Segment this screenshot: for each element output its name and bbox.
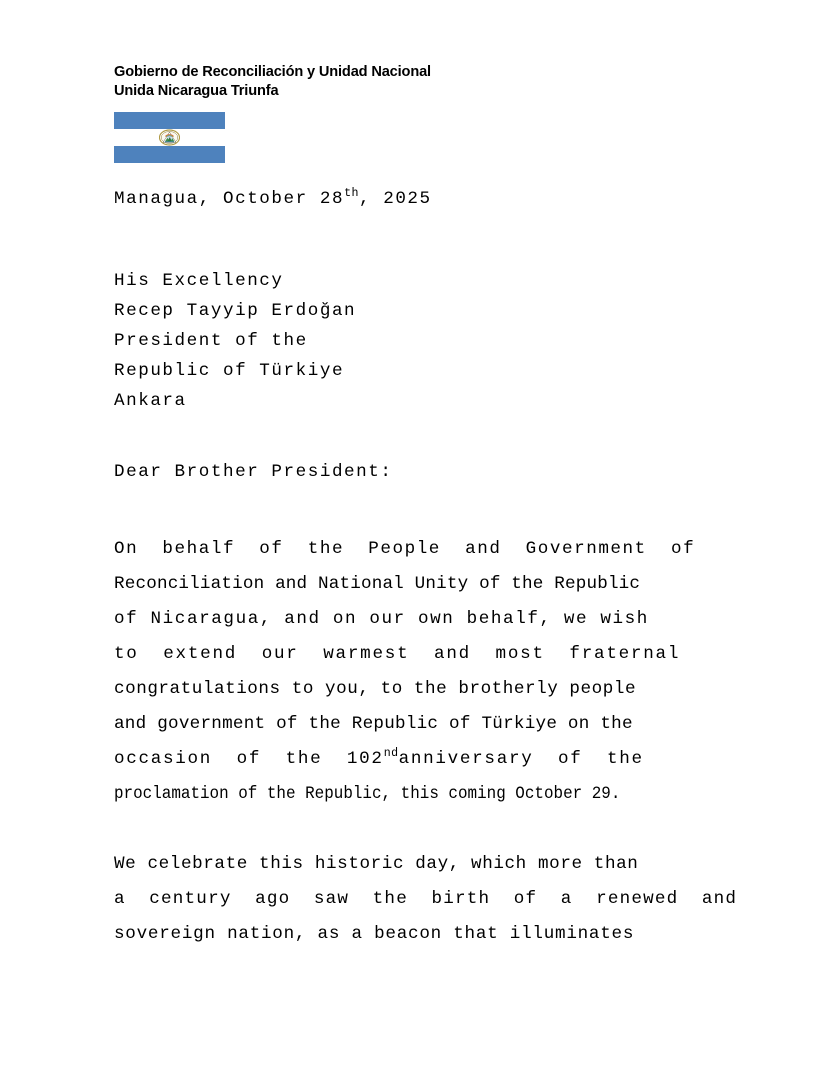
flag-band-bottom — [114, 146, 225, 163]
paragraph-line: proclamation of the Republic, this coming October 29. — [114, 784, 621, 804]
letterhead-line-1: Gobierno de Reconciliación y Unidad Nacional — [114, 64, 431, 80]
addressee-line-3: President of the — [114, 331, 308, 351]
paragraph-line: and government of the Republic of Türkiye on the — [114, 714, 633, 734]
paragraph-line: a century ago saw the birth of a renewed and — [114, 889, 738, 909]
letterhead-line-2: Unida Nicaragua Triunfa — [114, 82, 279, 99]
paragraph-line-part: anniversary of the — [398, 749, 644, 769]
addressee-block — [114, 266, 356, 416]
date-ordinal-suffix: th — [344, 187, 359, 201]
anniversary-ordinal-suffix: nd — [383, 747, 399, 761]
paragraph-line: of Nicaragua, and on our own behalf, we wish — [114, 609, 649, 629]
addressee-line-5: Ankara — [114, 391, 187, 411]
letterhead — [114, 63, 754, 100]
paragraph-line: We celebrate this historic day, which more than — [114, 854, 639, 874]
paragraph-line-ordinal — [114, 742, 711, 777]
body-paragraph-1 — [114, 532, 711, 812]
date-line — [114, 184, 432, 214]
addressee-line-4: Republic of Türkiye — [114, 361, 345, 381]
nicaragua-flag — [114, 112, 225, 163]
body-paragraph-2 — [114, 847, 738, 952]
paragraph-line: sovereign nation, as a beacon that illuminates — [114, 924, 635, 944]
nicaragua-coat-of-arms-icon — [159, 129, 180, 146]
addressee-line-1: His Excellency — [114, 271, 284, 291]
date-year: , 2025 — [359, 189, 432, 209]
paragraph-line-part: occasion of the 102 — [114, 749, 384, 769]
date-city-month: Managua, October 28 — [114, 189, 345, 209]
paragraph-line: congratulations to you, to the brotherly people — [114, 679, 637, 699]
flag-band-top — [114, 112, 225, 129]
paragraph-line: On behalf of the People and Government of — [114, 539, 696, 559]
addressee-line-2: Recep Tayyip Erdoğan — [114, 301, 357, 321]
paragraph-line: Reconciliation and National Unity of the Republic — [114, 574, 641, 594]
salutation: Dear Brother President: — [114, 462, 393, 482]
paragraph-line: to extend our warmest and most fraternal — [114, 644, 681, 664]
